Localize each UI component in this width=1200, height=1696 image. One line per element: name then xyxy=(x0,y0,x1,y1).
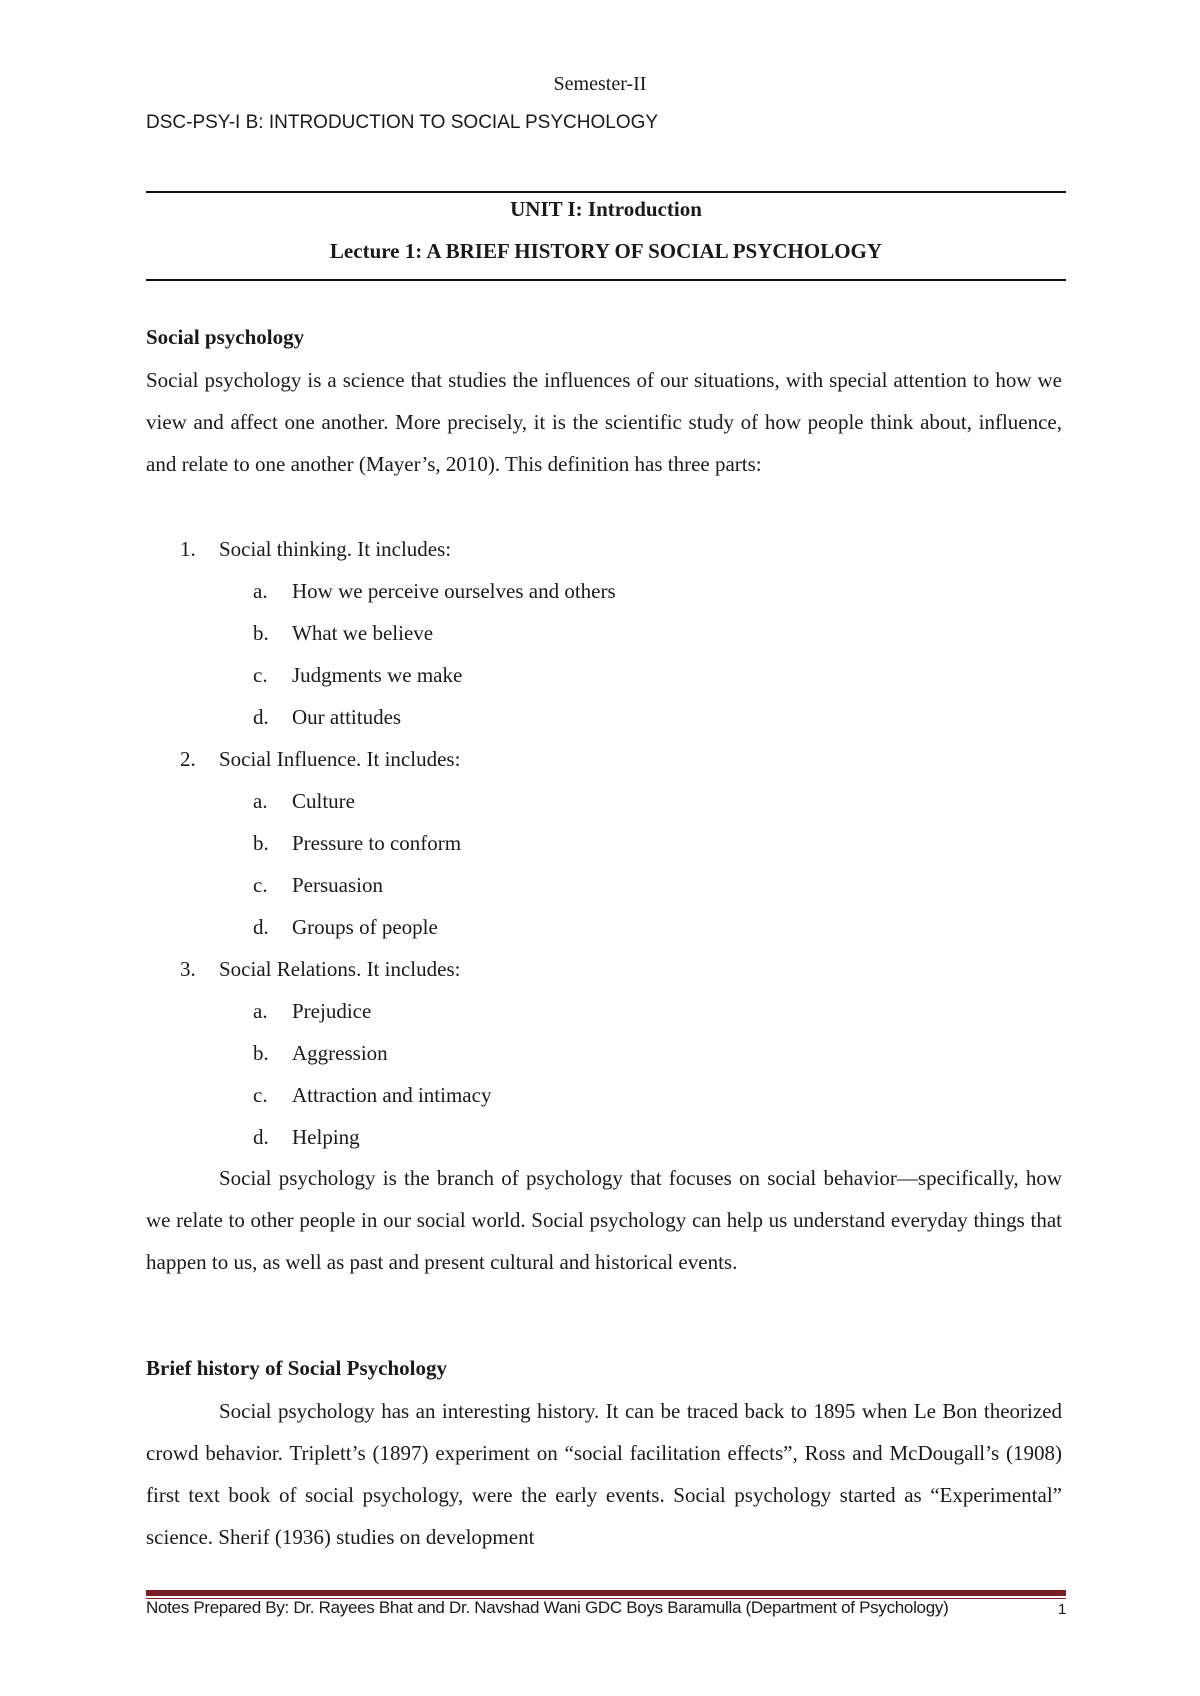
list-marker: 2. xyxy=(180,747,196,771)
section-heading-brief-history: Brief history of Social Psychology xyxy=(146,1356,447,1380)
title-bottom-rule xyxy=(146,279,1066,281)
list-item-text: Helping xyxy=(292,1125,360,1149)
list-marker: b. xyxy=(253,831,269,855)
lecture-title: Lecture 1: A BRIEF HISTORY OF SOCIAL PSYCHOLOGY xyxy=(329,239,883,263)
summary-paragraph: Social psychology is the branch of psychology that focuses on social behavior—specifically, how we relate to other people in our social world. Social psychology can help us understand everyday things that happen to us, as well as past and present cultural and historical events. xyxy=(146,1166,1062,1274)
list-item-text: Culture xyxy=(292,789,355,813)
list-marker: a. xyxy=(253,789,268,813)
footer-credits: Notes Prepared By: Dr. Rayees Bhat and Dr. Navshad Wani GDC Boys Baramulla (Department of Psychology) xyxy=(146,1598,949,1617)
semester-label: Semester-II xyxy=(553,73,647,95)
list-item-text: Attraction and intimacy xyxy=(292,1083,492,1107)
list-item-label: Social Influence. It includes: xyxy=(219,747,461,771)
list-marker: a. xyxy=(253,999,268,1023)
sub-list-item xyxy=(253,1125,360,1150)
list-marker: b. xyxy=(253,621,269,645)
list-item-text: Aggression xyxy=(292,1041,388,1065)
sub-list-item xyxy=(253,705,401,730)
sub-list-item xyxy=(253,915,438,940)
sub-list-item xyxy=(253,1083,491,1108)
sub-list-item xyxy=(253,663,462,688)
list-marker: c. xyxy=(253,873,268,897)
history-paragraph: Social psychology has an interesting history. It can be traced back to 1895 when Le Bon theorized crowd behavior. Triplett’s (1897) experiment on “social facilitation effects”, Ross and McDougall’s (1908) first text book of social psychology, were the early events. Social psychology started as “Experimental” science. Sherif (1936) studies on development xyxy=(146,1399,1062,1549)
list-marker: c. xyxy=(253,1083,268,1107)
sub-list-item xyxy=(253,873,383,898)
list-item-part-1 xyxy=(180,537,451,562)
list-item-part-3 xyxy=(180,957,460,982)
section-heading-social-psychology: Social psychology xyxy=(146,325,305,349)
list-item-label: Social thinking. It includes: xyxy=(219,537,452,561)
list-marker: 1. xyxy=(180,537,196,561)
list-item-text: Prejudice xyxy=(292,999,372,1023)
list-marker: b. xyxy=(253,1041,269,1065)
list-marker: c. xyxy=(253,663,268,687)
list-item-text: Our attitudes xyxy=(292,705,402,729)
sub-list-item xyxy=(253,789,355,814)
list-item-text: Pressure to conform xyxy=(292,831,462,855)
intro-paragraph: Social psychology is a science that studies the influences of our situations, with special attention to how we view and affect one another. More precisely, it is the scientific study of how people think about, influence, and relate to one another (Mayer’s, 2010). This definition has three parts: xyxy=(146,368,1062,476)
list-item-part-2 xyxy=(180,747,460,772)
unit-title: UNIT I: Introduction xyxy=(510,197,702,221)
page-number: 1 xyxy=(1058,1601,1067,1618)
sub-list-item xyxy=(253,579,616,604)
list-marker: 3. xyxy=(180,957,196,981)
sub-list-item xyxy=(253,1041,388,1066)
sub-list-item xyxy=(253,621,433,646)
list-marker: a. xyxy=(253,579,268,603)
sub-list-item xyxy=(253,831,461,856)
course-title: DSC-PSY-I B: INTRODUCTION TO SOCIAL PSYCHOLOGY xyxy=(146,112,659,133)
list-marker: d. xyxy=(253,915,269,939)
sub-list-item xyxy=(253,999,371,1024)
footer-rule xyxy=(146,1590,1066,1596)
title-top-rule xyxy=(146,191,1066,193)
list-item-text: How we perceive ourselves and others xyxy=(292,579,616,603)
list-item-text: What we believe xyxy=(292,621,434,645)
list-item-text: Persuasion xyxy=(292,873,383,897)
list-item-text: Judgments we make xyxy=(292,663,463,687)
list-item-text: Groups of people xyxy=(292,915,438,939)
list-item-label: Social Relations. It includes: xyxy=(219,957,461,981)
list-marker: d. xyxy=(253,1125,269,1149)
list-marker: d. xyxy=(253,705,269,729)
